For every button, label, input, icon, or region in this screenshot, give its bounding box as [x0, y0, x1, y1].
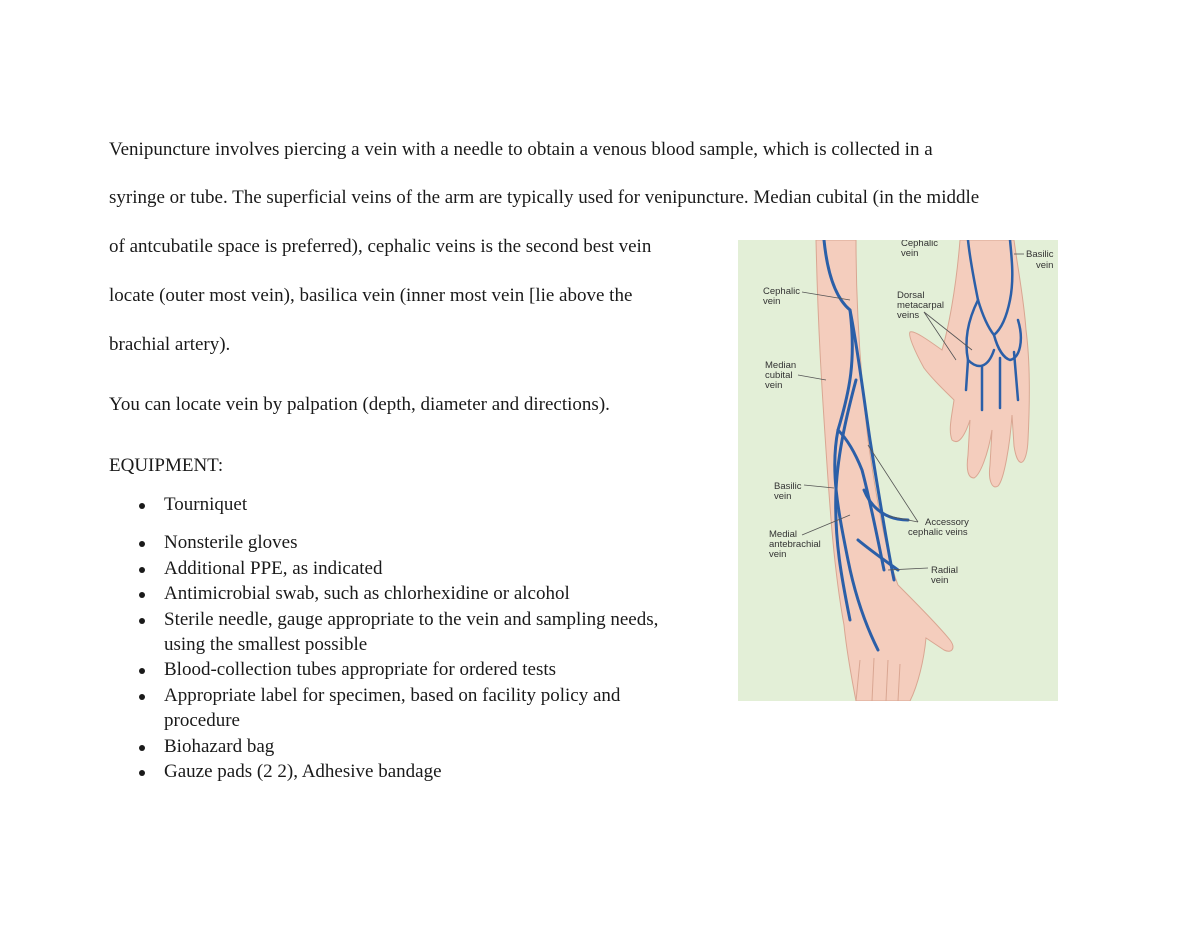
- equipment-item-text: Additional PPE, as indicated: [164, 557, 383, 579]
- bullet-icon: [139, 503, 145, 509]
- bullet-icon: [139, 567, 145, 573]
- equipment-item-text: Biohazard bag: [164, 735, 275, 757]
- intro-line-4: locate (outer most vein), basilica vein (inner most vein [lie above the: [109, 285, 633, 306]
- equipment-item-text: Blood-collection tubes appropriate for ordered tests: [164, 659, 557, 681]
- palpation-note: You can locate vein by palpation (depth, diameter and directions).: [109, 394, 610, 415]
- bullet-icon: [139, 745, 145, 751]
- bullet-icon: [139, 770, 145, 776]
- equipment-item: [136, 683, 658, 734]
- equipment-item-text: Sterile needle, gauge appropriate to the vein and sampling needs,: [164, 608, 659, 630]
- equipment-item: [136, 581, 658, 606]
- equipment-item: [136, 759, 658, 784]
- equipment-item-text: Gauze pads (2 2), Adhesive bandage: [164, 761, 442, 783]
- label-accessory-cephalic: Accessory cephalic veins: [908, 517, 969, 538]
- intro-line-1: Venipuncture involves piercing a vein with a needle to obtain a venous blood sample, which is collected in a: [109, 139, 933, 160]
- equipment-item-text: using the smallest possible: [164, 634, 368, 656]
- equipment-item-text: Antimicrobial swab, such as chlorhexidine or alcohol: [164, 583, 570, 605]
- equipment-item: [136, 492, 658, 517]
- equipment-item: [136, 556, 658, 581]
- arm-veins-figure: [738, 240, 1058, 701]
- equipment-item-text: Appropriate label for specimen, based on facility policy and: [164, 684, 621, 706]
- intro-line-3: of antcubatile space is preferred), cephalic veins is the second best vein: [109, 236, 652, 257]
- intro-line-5: brachial artery).: [109, 334, 231, 355]
- equipment-list: [136, 492, 658, 784]
- label-dorsal-metacarpal: Dorsal metacarpal veins: [897, 290, 944, 321]
- bullet-icon: [139, 592, 145, 598]
- arm-veins-illustration: [738, 240, 1058, 701]
- equipment-item: [136, 734, 658, 759]
- label-cephalic: Cephalic vein: [763, 286, 800, 307]
- equipment-item: [136, 530, 658, 555]
- bullet-icon: [139, 668, 145, 674]
- label-basilic-top: Basilic vein: [1026, 249, 1054, 271]
- bullet-icon: [139, 541, 145, 547]
- intro-line-2: syringe or tube. The superficial veins of the arm are typically used for venipuncture. Median cubital (in the middle: [109, 187, 980, 208]
- label-median-cubital: Median cubital vein: [765, 360, 797, 391]
- equipment-item: [136, 607, 658, 658]
- bullet-icon: [139, 618, 145, 624]
- bullet-icon: [139, 694, 145, 700]
- equipment-heading: EQUIPMENT:: [109, 455, 224, 476]
- label-cephalic-top: Cephalic vein: [901, 240, 938, 259]
- equipment-item: [136, 657, 658, 682]
- equipment-item-text: procedure: [164, 710, 240, 732]
- equipment-item-text: Tourniquet: [164, 494, 248, 515]
- label-basilic: Basilic vein: [774, 481, 802, 502]
- equipment-item-text: Nonsterile gloves: [164, 532, 298, 554]
- label-radial: Radial vein: [931, 565, 958, 586]
- label-medial-antebrachial: Medial antebrachial vein: [769, 529, 821, 560]
